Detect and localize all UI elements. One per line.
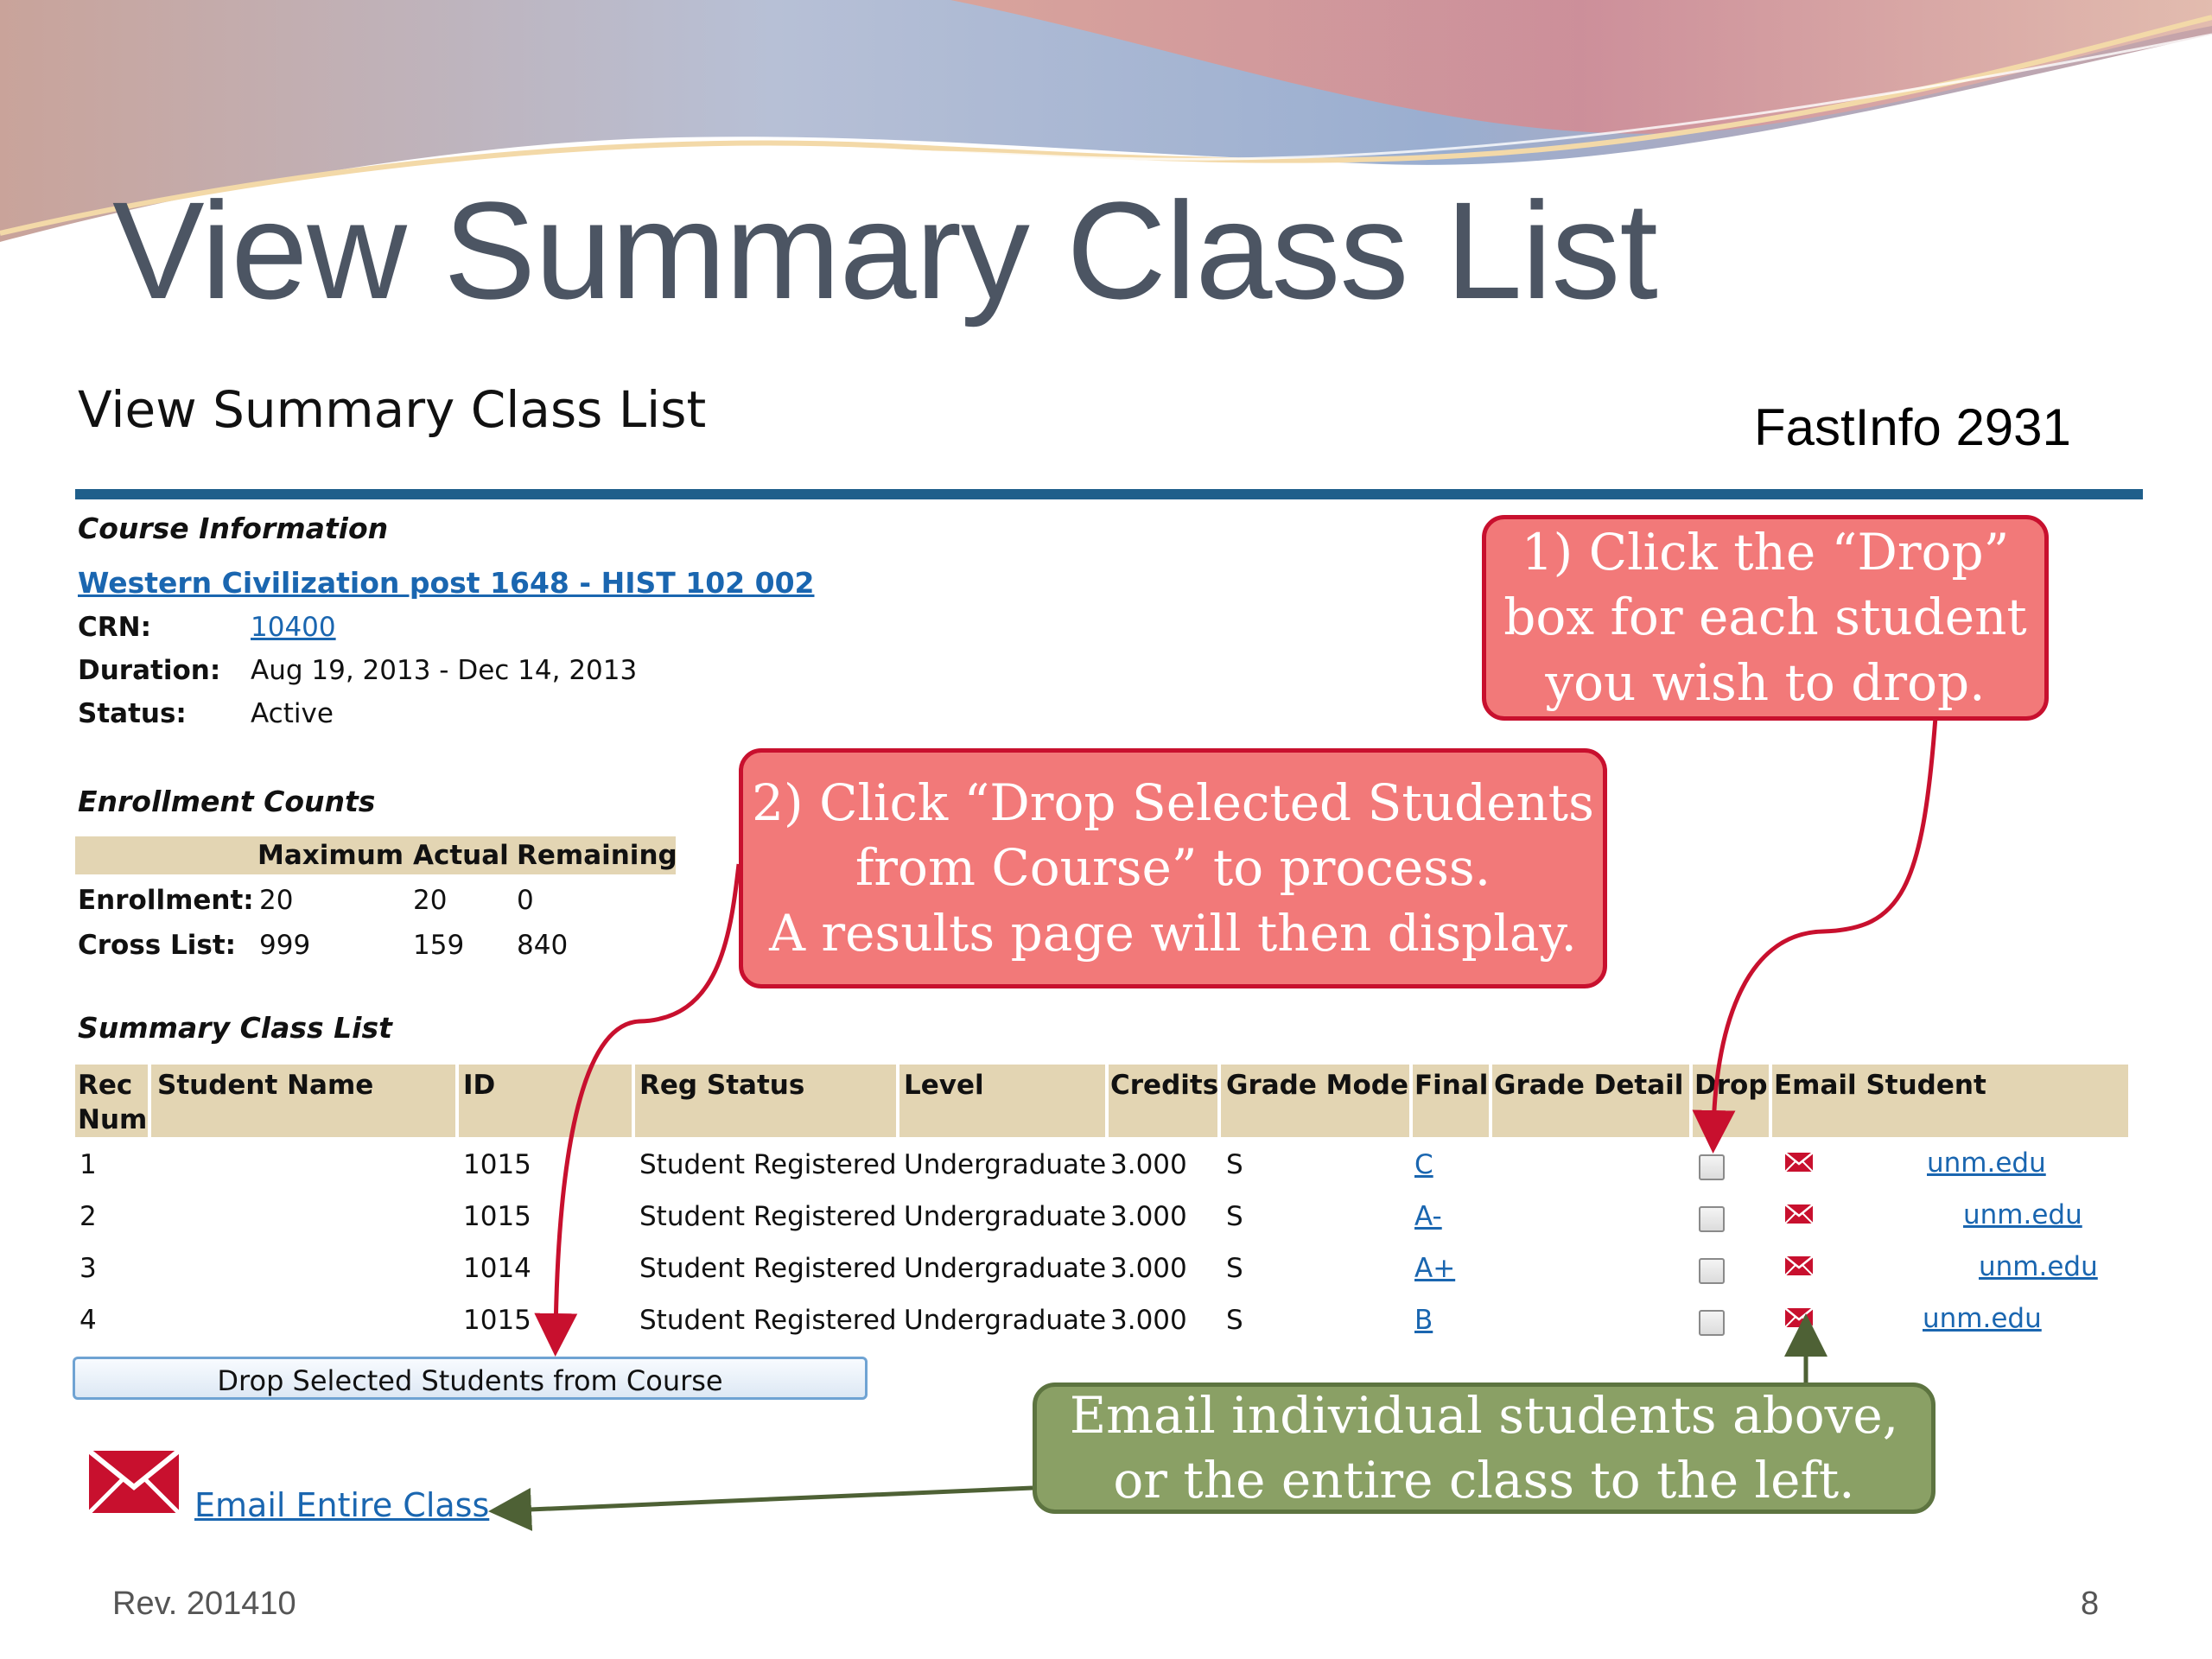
- summary-class-list-label: Summary Class List: [78, 1011, 392, 1045]
- header-rec-num: Rec Num: [78, 1070, 148, 1135]
- crosslist-actual: 159: [413, 930, 465, 961]
- crosslist-maximum: 999: [259, 930, 311, 961]
- rec-num-cell: 1: [79, 1149, 97, 1180]
- header-credits: Credits: [1110, 1070, 1219, 1101]
- email-entire-class-link[interactable]: Email Entire Class: [194, 1486, 490, 1524]
- slide-title: View Summary Class List: [112, 173, 1657, 327]
- status-label: Status:: [78, 698, 187, 729]
- email-class-envelope-icon[interactable]: [89, 1447, 179, 1515]
- header-grade-mode: Grade Mode: [1226, 1070, 1409, 1101]
- grade-mode-cell: S: [1226, 1201, 1243, 1232]
- drop-checkbox[interactable]: [1699, 1258, 1725, 1284]
- rec-num-cell: 2: [79, 1201, 97, 1232]
- mail-envelope-icon[interactable]: [1785, 1256, 1813, 1275]
- reg-status-cell: Student Registered: [639, 1253, 897, 1284]
- crosslist-row-label: Cross List:: [78, 930, 237, 961]
- student-email-link[interactable]: unm.edu: [1979, 1251, 2098, 1282]
- reg-status-cell: Student Registered: [639, 1305, 897, 1336]
- credits-cell: 3.000: [1110, 1305, 1187, 1336]
- header-level: Level: [904, 1070, 984, 1101]
- id-cell: 1015: [463, 1305, 531, 1336]
- header-drop: Drop: [1694, 1070, 1768, 1101]
- grade-mode-cell: S: [1226, 1253, 1243, 1284]
- student-email-link[interactable]: unm.edu: [1923, 1303, 2042, 1334]
- crosslist-remaining: 840: [517, 930, 569, 961]
- page-number: 8: [2081, 1586, 2100, 1622]
- level-cell: Undergraduate: [904, 1201, 1107, 1232]
- course-title-link[interactable]: Western Civilization post 1648 - HIST 102 002: [78, 566, 815, 600]
- header-id: ID: [463, 1070, 496, 1101]
- reg-status-cell: Student Registered: [639, 1149, 897, 1180]
- drop-checkbox[interactable]: [1699, 1206, 1725, 1232]
- header-final: Final: [1414, 1070, 1489, 1101]
- course-information-label: Course Information: [78, 512, 389, 545]
- credits-cell: 3.000: [1110, 1201, 1187, 1232]
- callout-email: [1033, 1382, 1936, 1514]
- level-cell: Undergraduate: [904, 1305, 1107, 1336]
- callout-email-text: Email individual students above, or the entire class to the left.: [1069, 1385, 1899, 1510]
- enrollment-row-label: Enrollment:: [78, 885, 254, 916]
- callout-drop-box-text: 1) Click the “Drop” box for each student you wish to drop.: [1503, 522, 2027, 712]
- drop-selected-students-button[interactable]: Drop Selected Students from Course: [73, 1357, 868, 1400]
- page-heading: View Summary Class List: [78, 380, 707, 439]
- enrollment-actual: 20: [413, 885, 448, 916]
- header-grade-detail: Grade Detail: [1494, 1070, 1684, 1101]
- final-grade-link[interactable]: A-: [1414, 1201, 1442, 1232]
- header-reg-status: Reg Status: [639, 1070, 805, 1101]
- level-cell: Undergraduate: [904, 1149, 1107, 1180]
- rec-num-cell: 4: [79, 1305, 97, 1336]
- rec-num-cell: 3: [79, 1253, 97, 1284]
- header-email-student: Email Student: [1774, 1070, 1986, 1101]
- final-grade-link[interactable]: A+: [1414, 1253, 1456, 1284]
- heading-divider: [75, 489, 2143, 499]
- enrollment-remaining: 0: [517, 885, 534, 916]
- callout-drop-selected: [739, 748, 1607, 988]
- id-cell: 1015: [463, 1149, 531, 1180]
- fastinfo-label: FastInfo 2931: [1754, 398, 2071, 456]
- enrollment-header-actual: Actual: [413, 840, 509, 871]
- crn-label: CRN:: [78, 612, 151, 643]
- mail-envelope-icon[interactable]: [1785, 1153, 1813, 1172]
- credits-cell: 3.000: [1110, 1253, 1187, 1284]
- enrollment-maximum: 20: [259, 885, 294, 916]
- credits-cell: 3.000: [1110, 1149, 1187, 1180]
- final-grade-link[interactable]: C: [1414, 1149, 1433, 1180]
- level-cell: Undergraduate: [904, 1253, 1107, 1284]
- enrollment-header-remaining: Remaining: [517, 840, 677, 871]
- id-cell: 1014: [463, 1253, 531, 1284]
- student-email-link[interactable]: unm.edu: [1963, 1199, 2082, 1230]
- student-email-link[interactable]: unm.edu: [1927, 1147, 2046, 1179]
- grade-mode-cell: S: [1226, 1149, 1243, 1180]
- id-cell: 1015: [463, 1201, 531, 1232]
- reg-status-cell: Student Registered: [639, 1201, 897, 1232]
- duration-label: Duration:: [78, 655, 221, 686]
- grade-mode-cell: S: [1226, 1305, 1243, 1336]
- enrollment-counts-label: Enrollment Counts: [78, 785, 376, 818]
- revision-label: Rev. 201410: [112, 1586, 296, 1622]
- final-grade-link[interactable]: B: [1414, 1305, 1433, 1336]
- mail-envelope-icon[interactable]: [1785, 1205, 1813, 1224]
- header-student-name: Student Name: [157, 1070, 374, 1101]
- duration-value: Aug 19, 2013 - Dec 14, 2013: [251, 655, 638, 686]
- callout-drop-box: [1482, 515, 2049, 721]
- crn-link[interactable]: 10400: [251, 612, 336, 643]
- mail-envelope-icon[interactable]: [1785, 1308, 1813, 1327]
- callout-drop-selected-text: 2) Click “Drop Selected Students from Course” to process. A results page will then display.: [752, 772, 1594, 963]
- enrollment-header-maximum: Maximum: [257, 840, 404, 871]
- drop-checkbox[interactable]: [1699, 1154, 1725, 1180]
- drop-checkbox[interactable]: [1699, 1310, 1725, 1336]
- status-value: Active: [251, 698, 334, 729]
